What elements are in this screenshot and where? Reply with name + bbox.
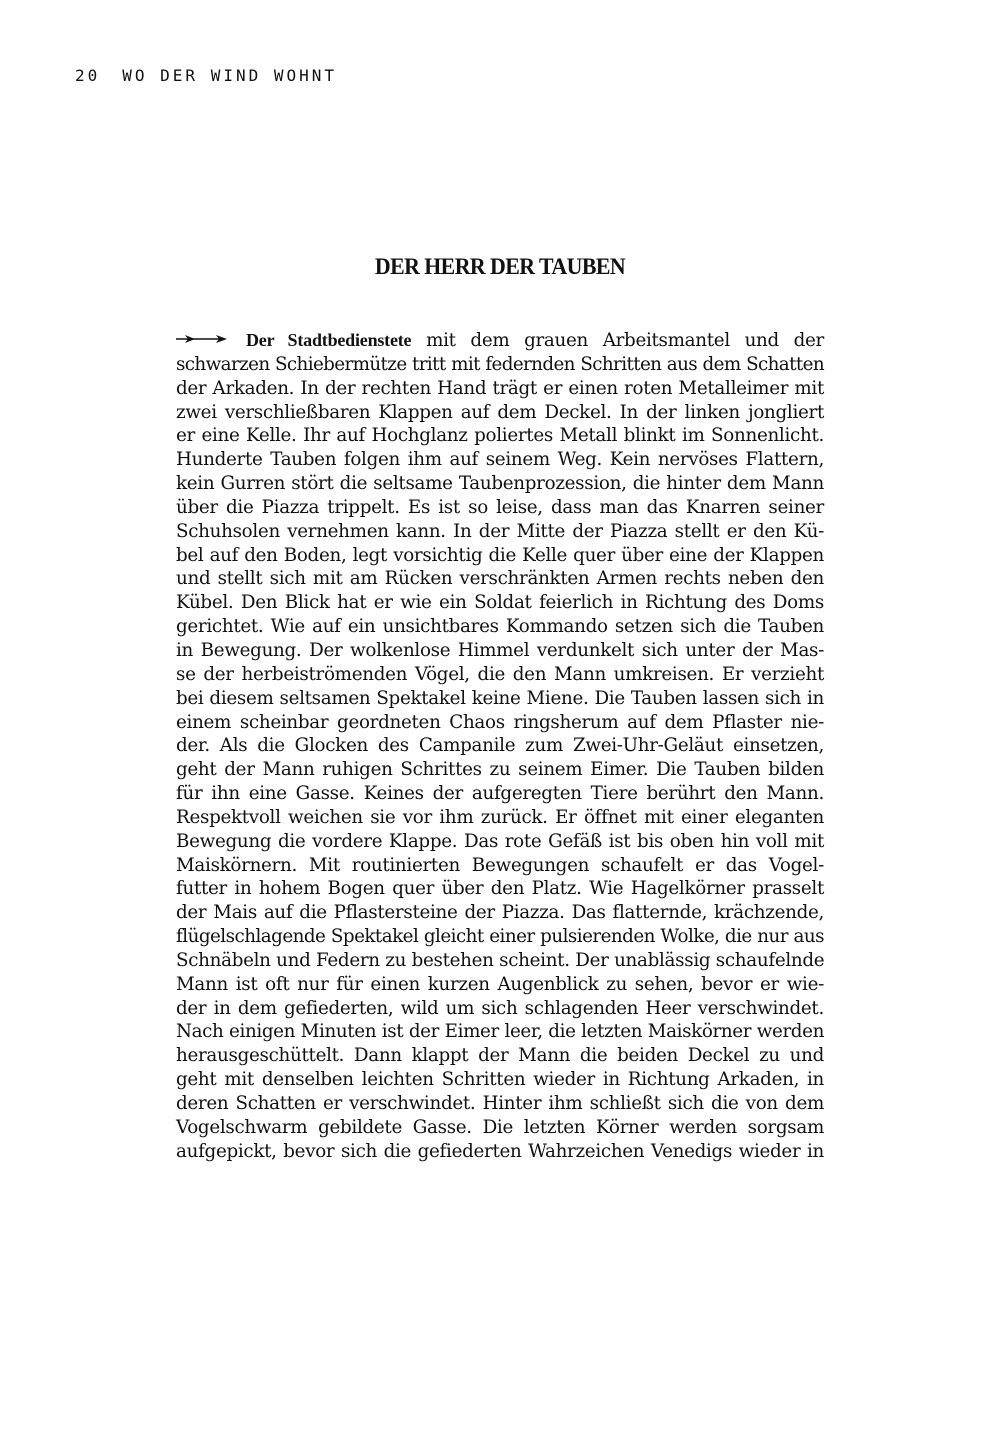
body-line: Schnäbeln und Federn zu bestehen scheint. Der unablässig schaufelnde (176, 949, 825, 971)
body-line: schwarzen Schiebermütze tritt mit federnden Schritten aus dem Schatten (176, 353, 824, 375)
body-line-first (176, 329, 824, 353)
body-line: geht mit denselben leichten Schritten wieder in Richtung Arkaden, in (176, 1069, 824, 1091)
body-line: kein Gurren stört die seltsame Taubenprozession, die hinter dem Mann (176, 473, 824, 495)
body-line: aufgepickt, bevor sich die gefiederten Wahrzeichen Venedigs wieder in (176, 1140, 824, 1162)
body-line: herausgeschüttelt. Dann klappt der Mann die beiden Deckel zu und (176, 1045, 824, 1067)
body-line: über die Piazza trippelt. Es ist so leise, dass man das Knarren seiner (176, 496, 824, 518)
body-line: der in dem gefiederten, wild um sich schlagenden Heer verschwindet. (176, 997, 824, 1019)
body-line: Kübel. Den Blick hat er wie ein Soldat feierlich in Richtung des Doms (176, 592, 824, 614)
body-line: flügelschlagende Spektakel gleicht einer pulsierenden Wolke, die nur aus (176, 926, 824, 948)
body-line: Hunderte Tauben folgen ihm auf seinem Weg. Kein nervöses Flattern, (176, 449, 824, 471)
body-line: Vogelschwarm gebildete Gasse. Die letzten Körner werden sorgsam (176, 1116, 824, 1138)
body-line: einem scheinbar geordneten Chaos ringsherum auf dem Pflaster nie- (176, 711, 824, 733)
page-number: 20 (75, 66, 101, 85)
body-line: Schuhsolen vernehmen kann. In der Mitte der Piazza stellt er den Kü- (176, 520, 824, 542)
body-line: Mann ist oft nur für einen kurzen Augenblick zu sehen, bevor er wie- (176, 973, 824, 995)
double-arrow-icon (176, 328, 228, 340)
first-line-rest: mit dem grauen Arbeitsmantel und der (426, 330, 824, 351)
body-line: der. Als die Glocken des Campanile zum Zwei-Uhr-Geläut einsetzen, (176, 735, 824, 757)
body-line: für ihn eine Gasse. Keines der aufgeregten Tiere berührt den Mann. (176, 783, 824, 805)
body-line: bel auf den Boden, legt vorsichtig die Kelle quer über eine der Klappen (176, 544, 824, 566)
running-title: WO DER WIND WOHNT (122, 66, 338, 85)
body-line: deren Schatten er verschwindet. Hinter ihm schließt sich die von dem (176, 1093, 824, 1114)
body-lines (176, 353, 824, 1164)
body-line: der Arkaden. In der rechten Hand trägt er einen roten Metalleimer mit (176, 377, 824, 399)
running-head (75, 66, 337, 85)
body-line: Respektvoll weichen sie vor ihm zurück. Er öffnet mit einer eleganten (176, 806, 824, 828)
lead-in-bold: Der Stadtbedienstete (246, 330, 412, 350)
body-line: geht der Mann ruhigen Schrittes zu seinem Eimer. Die Tauben bilden (176, 759, 824, 781)
body-line: Bewegung die vordere Klappe. Das rote Gefäß ist bis oben hin voll mit (176, 830, 824, 852)
body-line: se der herbeiströmenden Vögel, die den Mann umkreisen. Er verzieht (176, 663, 824, 685)
body-line: futter in hohem Bogen quer über den Platz. Wie Hagelkörner prasselt (176, 878, 824, 900)
first-line-text (246, 329, 824, 353)
body-line: gerichtet. Wie auf ein unsichtbares Kommando setzen sich die Tauben (176, 616, 824, 638)
body-line: bei diesem seltsamen Spektakel keine Miene. Die Tauben lassen sich in (176, 687, 824, 709)
body-text (176, 329, 824, 1164)
body-line: in Bewegung. Der wolkenlose Himmel verdunkelt sich unter der Mas- (176, 639, 824, 661)
body-line: der Mais auf die Pflastersteine der Piazza. Das flatternde, krächzende, (176, 902, 824, 924)
body-line: und stellt sich mit am Rücken verschränkten Armen rechts neben den (176, 568, 824, 590)
body-line: er eine Kelle. Ihr auf Hochglanz poliertes Metall blinkt im Sonnenlicht. (176, 425, 824, 447)
body-line: zwei verschließbaren Klappen auf dem Deckel. In der linken jongliert (176, 401, 824, 423)
body-line: Maiskörnern. Mit routinierten Bewegungen schaufelt er das Vogel- (176, 854, 824, 876)
chapter-title: DER HERR DER TAUBEN (374, 254, 626, 280)
body-line: Nach einigen Minuten ist der Eimer leer, die letzten Maiskörner werden (176, 1021, 824, 1043)
